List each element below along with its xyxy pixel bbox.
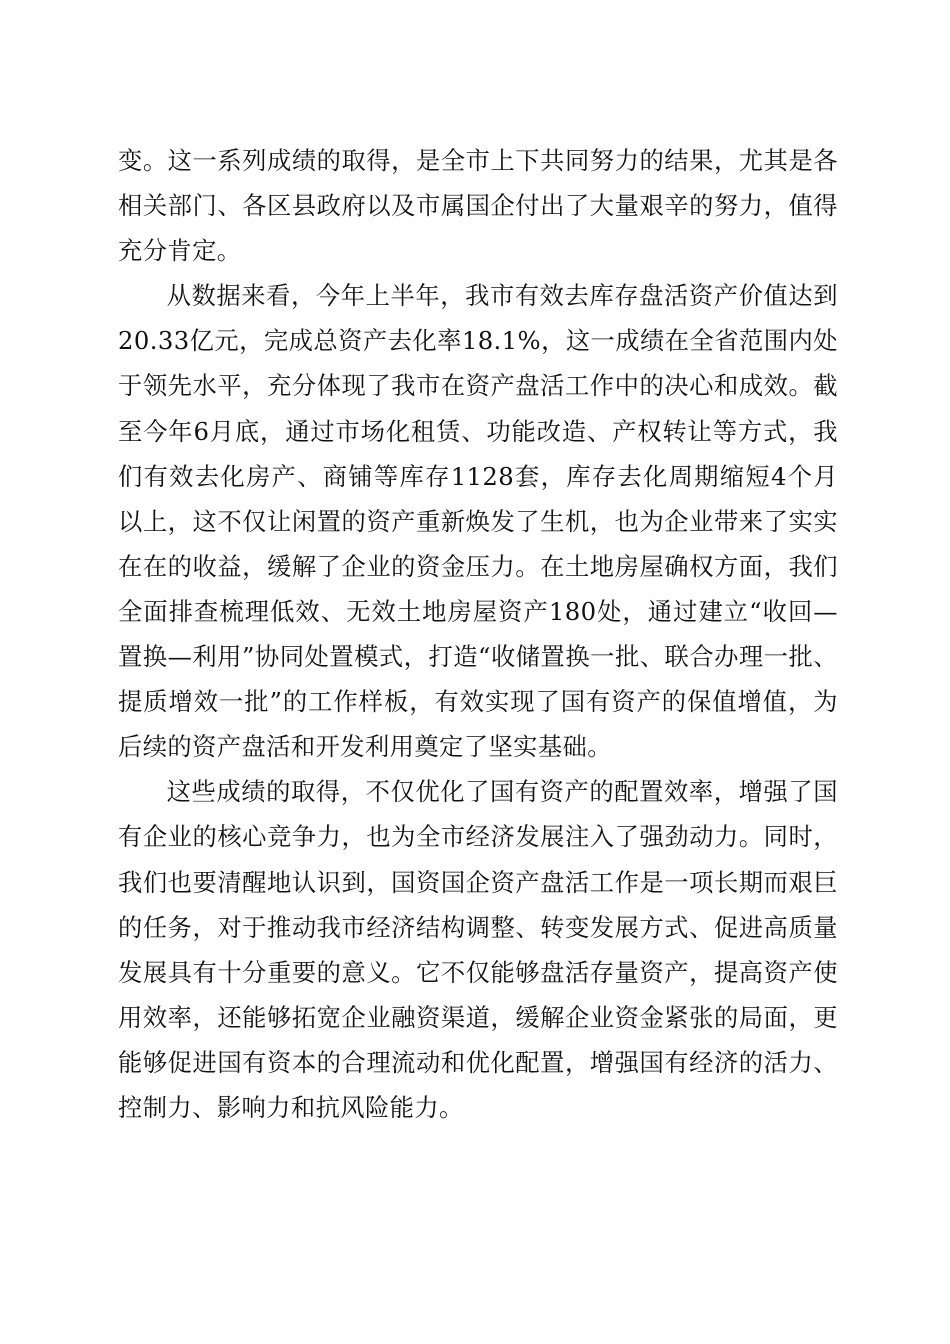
paragraph-continuation: 变。这一系列成绩的取得，是全市上下共同努力的结果，尤其是各相关部门、各区县政府以及市属国企付出了大量艰辛的努力，值得充分肯定。 — [118, 146, 838, 266]
document-page — [118, 138, 838, 1130]
paragraph-data-results: 从数据来看，今年上半年，我市有效去库存盘活资产价值达到20.33亿元，完成总资产去化率18.1%，这一成绩在全省范围内处于领先水平，充分体现了我市在资产盘活工作中的决心和成效。截至今年6月底，通过市场化租赁、功能改造、产权转让等方式，我们有效去化房产、商铺等库存1128套，库存去化周期缩短4个月以上，这不仅让闲置的资产重新焕发了生机，也为企业带来了实实在在的收益，缓解了企业的资金压力。在土地房屋确权方面，我们全面排查梳理低效、无效土地房屋资产180处，通过建立“收回—置换—利用”协同处置模式，打造“收储置换一批、联合办理一批、提质增效一批”的工作样板，有效实现了国有资产的保值增值，为后续的资产盘活和开发利用奠定了坚实基础。 — [118, 281, 838, 762]
paragraph-significance: 这些成绩的取得，不仅优化了国有资产的配置效率，增强了国有企业的核心竞争力，也为全市经济发展注入了强劲动力。同时，我们也要清醒地认识到，国资国企资产盘活工作是一项长期而艰巨的任务，对于推动我市经济结构调整、转变发展方式、促进高质量发展具有十分重要的意义。它不仅能够盘活存量资产，提高资产使用效率，还能够拓宽企业融资渠道，缓解企业资金紧张的局面，更能够促进国有资本的合理流动和优化配置，增强国有经济的活力、控制力、影响力和抗风险能力。 — [118, 777, 838, 1122]
